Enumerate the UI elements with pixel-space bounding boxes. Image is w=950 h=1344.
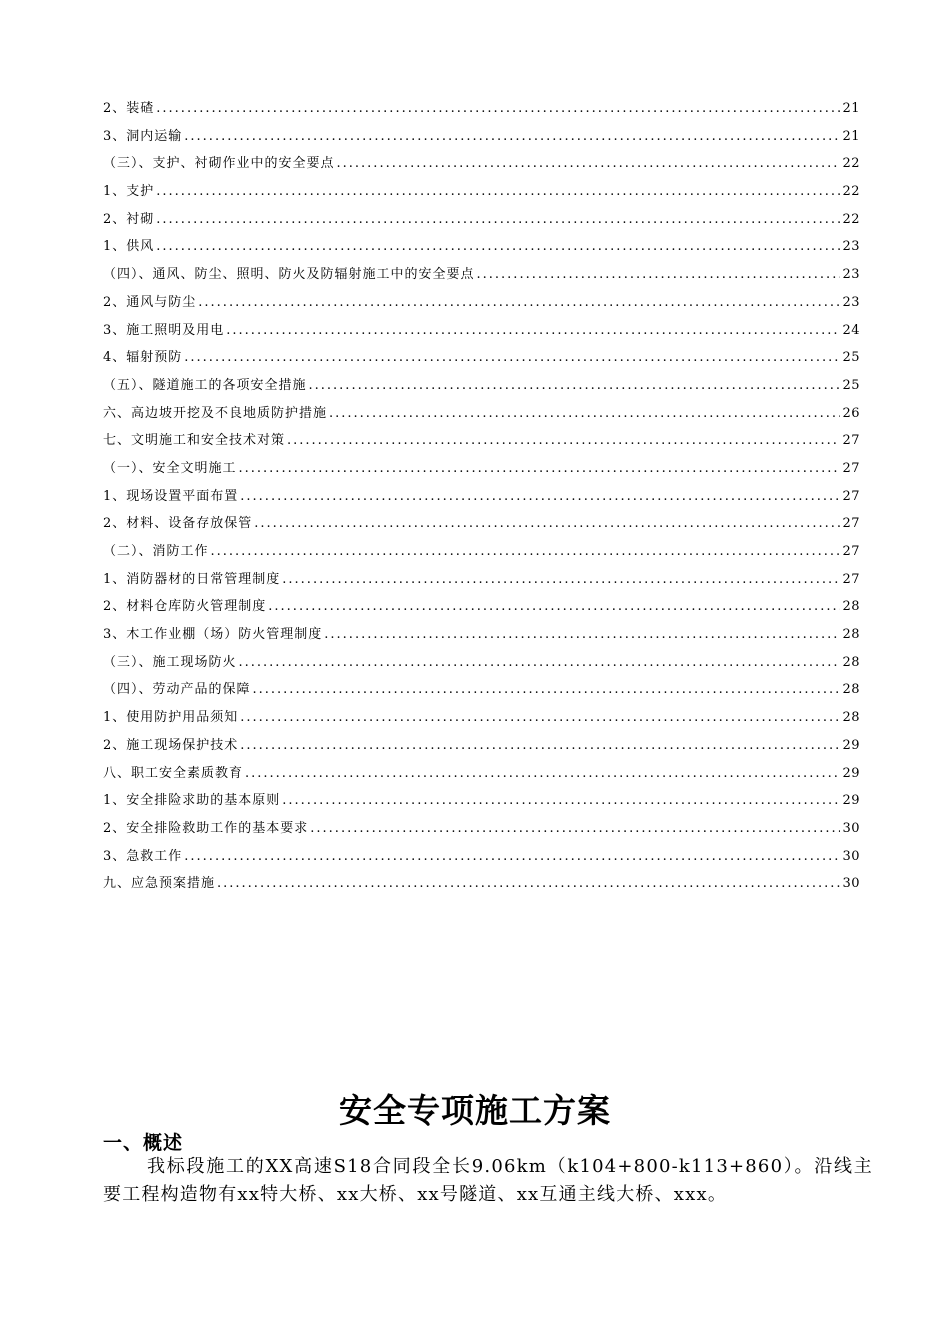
toc-entry-label: 1、安全排险求助的基本原则: [103, 793, 281, 809]
toc-leader-dots: [287, 433, 840, 448]
toc-entry-page: 22: [842, 184, 860, 200]
toc-entry-label: 2、装碴: [103, 101, 155, 116]
toc-entry-page: 22: [842, 211, 860, 227]
toc-entry[interactable]: [103, 374, 860, 402]
toc-entry-label: 3、急救工作: [103, 848, 183, 864]
toc-entry[interactable]: [103, 568, 860, 596]
toc-entry-page: 23: [842, 239, 860, 255]
toc-entry-label: （一）、安全文明施工: [103, 460, 237, 476]
toc-leader-dots: [240, 738, 840, 753]
toc-entry[interactable]: [103, 125, 860, 153]
toc-leader-dots: [156, 101, 840, 116]
toc-entry-label: 2、材料仓库防火管理制度: [103, 599, 267, 615]
toc-entry[interactable]: [103, 346, 860, 374]
toc-entry-page: 28: [842, 599, 860, 615]
toc-entry-page: 21: [842, 101, 860, 116]
toc-entry-page: 27: [842, 460, 860, 476]
toc-entry-page: 28: [842, 682, 860, 698]
toc-entry-page: 22: [842, 156, 860, 172]
toc-entry-label: 2、施工现场保护技术: [103, 737, 239, 753]
toc-entry-page: 27: [842, 433, 860, 449]
toc-entry[interactable]: [103, 402, 860, 430]
toc-entry[interactable]: [103, 319, 860, 347]
toc-entry-label: 2、材料、设备存放保管: [103, 516, 253, 532]
toc-leader-dots: [329, 406, 840, 421]
toc-entry-page: 23: [842, 267, 860, 283]
toc-entry-label: （五）、隧道施工的各项安全措施: [103, 377, 307, 393]
toc-entry-page: 21: [842, 128, 860, 144]
toc-leader-dots: [268, 599, 840, 614]
toc-entry[interactable]: [103, 457, 860, 485]
table-of-contents: [103, 97, 860, 900]
toc-entry-label: 六、高边坡开挖及不良地质防护措施: [103, 405, 328, 421]
toc-leader-dots: [217, 876, 840, 891]
toc-entry-label: （三）、支护、衬砌作业中的安全要点: [103, 156, 335, 172]
toc-leader-dots: [156, 184, 840, 199]
toc-leader-dots: [240, 710, 840, 725]
toc-entry-page: 25: [842, 377, 860, 393]
toc-entry-page: 23: [842, 294, 860, 310]
toc-leader-dots: [156, 239, 840, 254]
toc-entry[interactable]: [103, 651, 860, 679]
toc-entry-page: 30: [842, 820, 860, 836]
toc-entry-page: 30: [842, 876, 860, 892]
toc-leader-dots: [254, 516, 840, 531]
toc-leader-dots: [253, 682, 841, 697]
toc-leader-dots: [239, 655, 841, 670]
toc-entry-page: 28: [842, 654, 860, 670]
toc-leader-dots: [184, 849, 840, 864]
toc-entry-label: 3、洞内运输: [103, 128, 183, 144]
toc-entry[interactable]: [103, 97, 860, 125]
toc-leader-dots: [282, 793, 840, 808]
toc-leader-dots: [184, 350, 840, 365]
toc-entry-page: 28: [842, 627, 860, 643]
toc-leader-dots: [477, 267, 841, 282]
toc-entry[interactable]: [103, 623, 860, 651]
toc-entry-page: 27: [842, 488, 860, 504]
section-heading: 一、概述: [103, 1132, 184, 1154]
toc-entry[interactable]: [103, 762, 860, 790]
toc-entry[interactable]: [103, 845, 860, 873]
toc-entry-page: 27: [842, 571, 860, 587]
toc-entry[interactable]: [103, 872, 860, 900]
toc-entry[interactable]: [103, 208, 860, 236]
toc-entry-page: 24: [842, 322, 860, 338]
toc-entry-label: （四）、通风、防尘、照明、防火及防辐射施工中的安全要点: [103, 267, 475, 283]
toc-entry-label: 2、衬砌: [103, 211, 155, 227]
toc-entry-label: 七、文明施工和安全技术对策: [103, 433, 286, 449]
toc-entry[interactable]: [103, 706, 860, 734]
toc-entry-label: 九、应急预案措施: [103, 876, 216, 892]
toc-entry-page: 28: [842, 710, 860, 726]
toc-entry[interactable]: [103, 512, 860, 540]
toc-leader-dots: [282, 572, 840, 587]
toc-entry[interactable]: [103, 540, 860, 568]
toc-entry-page: 29: [842, 793, 860, 809]
document-title: 安全专项施工方案: [339, 1091, 611, 1130]
toc-leader-dots: [310, 821, 840, 836]
toc-entry-label: 八、职工安全素质教育: [103, 765, 244, 781]
toc-entry[interactable]: [103, 734, 860, 762]
toc-entry-label: 4、辐射预防: [103, 350, 183, 366]
toc-leader-dots: [198, 295, 840, 310]
toc-entry-page: 29: [842, 765, 860, 781]
toc-entry-label: 1、供风: [103, 239, 155, 255]
toc-entry-label: 1、消防器材的日常管理制度: [103, 571, 281, 587]
toc-leader-dots: [245, 766, 840, 781]
toc-entry-page: 27: [842, 516, 860, 532]
toc-entry[interactable]: [103, 180, 860, 208]
toc-leader-dots: [226, 323, 840, 338]
toc-leader-dots: [239, 461, 841, 476]
toc-entry-page: 25: [842, 350, 860, 366]
toc-entry-label: （四）、劳动产品的保障: [103, 682, 251, 698]
toc-entry-page: 27: [842, 544, 860, 559]
toc-entry-label: 2、通风与防尘: [103, 294, 197, 310]
toc-entry-label: （二）、消防工作: [103, 544, 209, 559]
toc-leader-dots: [184, 129, 840, 144]
toc-entry[interactable]: [103, 291, 860, 319]
toc-leader-dots: [309, 378, 841, 393]
toc-entry-page: 29: [842, 737, 860, 753]
toc-entry[interactable]: [103, 429, 860, 457]
toc-leader-dots: [337, 156, 841, 171]
toc-entry-page: 30: [842, 848, 860, 864]
toc-entry[interactable]: [103, 595, 860, 623]
toc-entry[interactable]: [103, 263, 860, 291]
toc-entry-label: （三）、施工现场防火: [103, 654, 237, 670]
toc-entry-label: 1、使用防护用品须知: [103, 710, 239, 726]
toc-entry-label: 3、施工照明及用电: [103, 322, 225, 338]
overview-paragraph: 我标段施工的XX高速S18合同段全长9.06km（k104+800-k113+860）。沿线主要工程构造物有xx特大桥、xx大桥、xx号隧道、xx互通主线大桥、xxx。: [103, 1156, 873, 1205]
toc-leader-dots: [240, 489, 840, 504]
toc-entry[interactable]: [103, 485, 860, 513]
toc-entry[interactable]: [103, 235, 860, 263]
toc-entry[interactable]: [103, 678, 860, 706]
toc-entry[interactable]: [103, 152, 860, 180]
toc-entry-label: 3、木工作业棚（场）防火管理制度: [103, 627, 323, 643]
toc-leader-dots: [156, 212, 840, 227]
toc-entry-label: 1、现场设置平面布置: [103, 488, 239, 504]
toc-entry[interactable]: [103, 789, 860, 817]
toc-entry-label: 1、支护: [103, 184, 155, 200]
toc-entry[interactable]: [103, 817, 860, 845]
toc-leader-dots: [211, 544, 841, 559]
toc-entry-page: 26: [842, 405, 860, 421]
toc-leader-dots: [324, 627, 840, 642]
toc-entry-label: 2、安全排险救助工作的基本要求: [103, 820, 309, 836]
